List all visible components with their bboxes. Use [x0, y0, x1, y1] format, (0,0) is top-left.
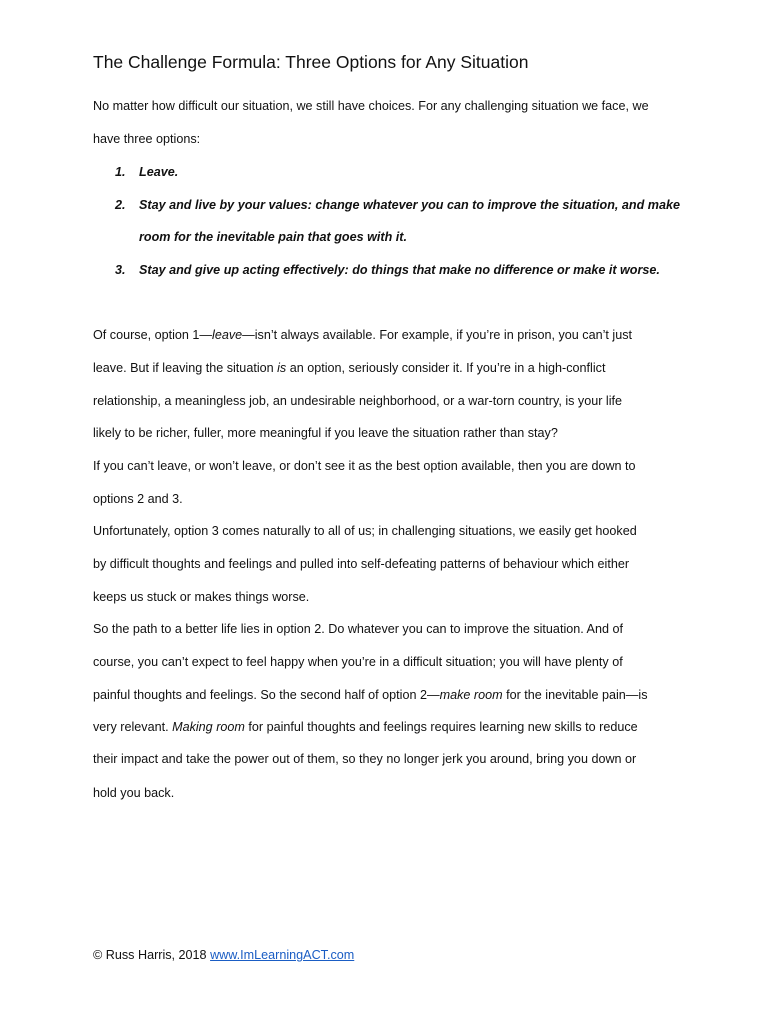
paragraph-line: leave. But if leaving the situation is an option, seriously consider it. If you’re in a high-conflict — [93, 361, 606, 375]
paragraph-line: hold you back. — [93, 786, 175, 800]
option-text: Stay and live by your values: change whatever you can to improve the situation, and make — [139, 198, 680, 212]
website-link[interactable]: www.ImLearningACT.com — [210, 948, 355, 962]
paragraph-line: Of course, option 1—leave—isn’t always available. For example, if you’re in prison, you can’t just — [93, 328, 633, 342]
paragraph-line: very relevant. Making room for painful thoughts and feelings requires learning new skills to reduce — [93, 720, 638, 734]
intro-line-1: No matter how difficult our situation, we still have choices. For any challenging situation we face, we — [93, 99, 649, 113]
paragraph-line: So the path to a better life lies in option 2. Do whatever you can to improve the situation. And of — [93, 622, 623, 636]
option-number: 1. — [115, 165, 126, 179]
paragraph-line: If you can’t leave, or won’t leave, or don’t see it as the best option available, then you are down to — [93, 459, 636, 473]
paragraph-line: relationship, a meaningless job, an undesirable neighborhood, or a war-torn country, is your life — [93, 394, 623, 408]
option-text: Stay and give up acting effectively: do things that make no difference or make it worse. — [139, 263, 660, 277]
paragraph-line: options 2 and 3. — [93, 492, 183, 506]
option-text-continued: room for the inevitable pain that goes with it. — [139, 230, 407, 244]
footer — [93, 947, 354, 963]
paragraph-line: course, you can’t expect to feel happy when you’re in a difficult situation; you will have plenty of — [93, 655, 623, 669]
paragraph-line: Unfortunately, option 3 comes naturally to all of us; in challenging situations, we easily get hooked — [93, 524, 637, 538]
page-title: The Challenge Formula: Three Options for Any Situation — [93, 52, 529, 72]
option-number: 3. — [115, 263, 126, 277]
paragraph-line: keeps us stuck or makes things worse. — [93, 590, 310, 604]
paragraph-line: by difficult thoughts and feelings and pulled into self-defeating patterns of behaviour which either — [93, 557, 630, 571]
paragraph-line: painful thoughts and feelings. So the second half of option 2—make room for the inevitable pain—is — [93, 688, 648, 702]
intro-line-2: have three options: — [93, 132, 201, 146]
paragraph-line: likely to be richer, fuller, more meaningful if you leave the situation rather than stay? — [93, 426, 558, 440]
option-text: Leave. — [139, 165, 179, 179]
paragraph-line: their impact and take the power out of them, so they no longer jerk you around, bring you down or — [93, 752, 637, 766]
copyright-text: © Russ Harris, 2018 — [93, 948, 211, 962]
option-number: 2. — [115, 198, 126, 212]
